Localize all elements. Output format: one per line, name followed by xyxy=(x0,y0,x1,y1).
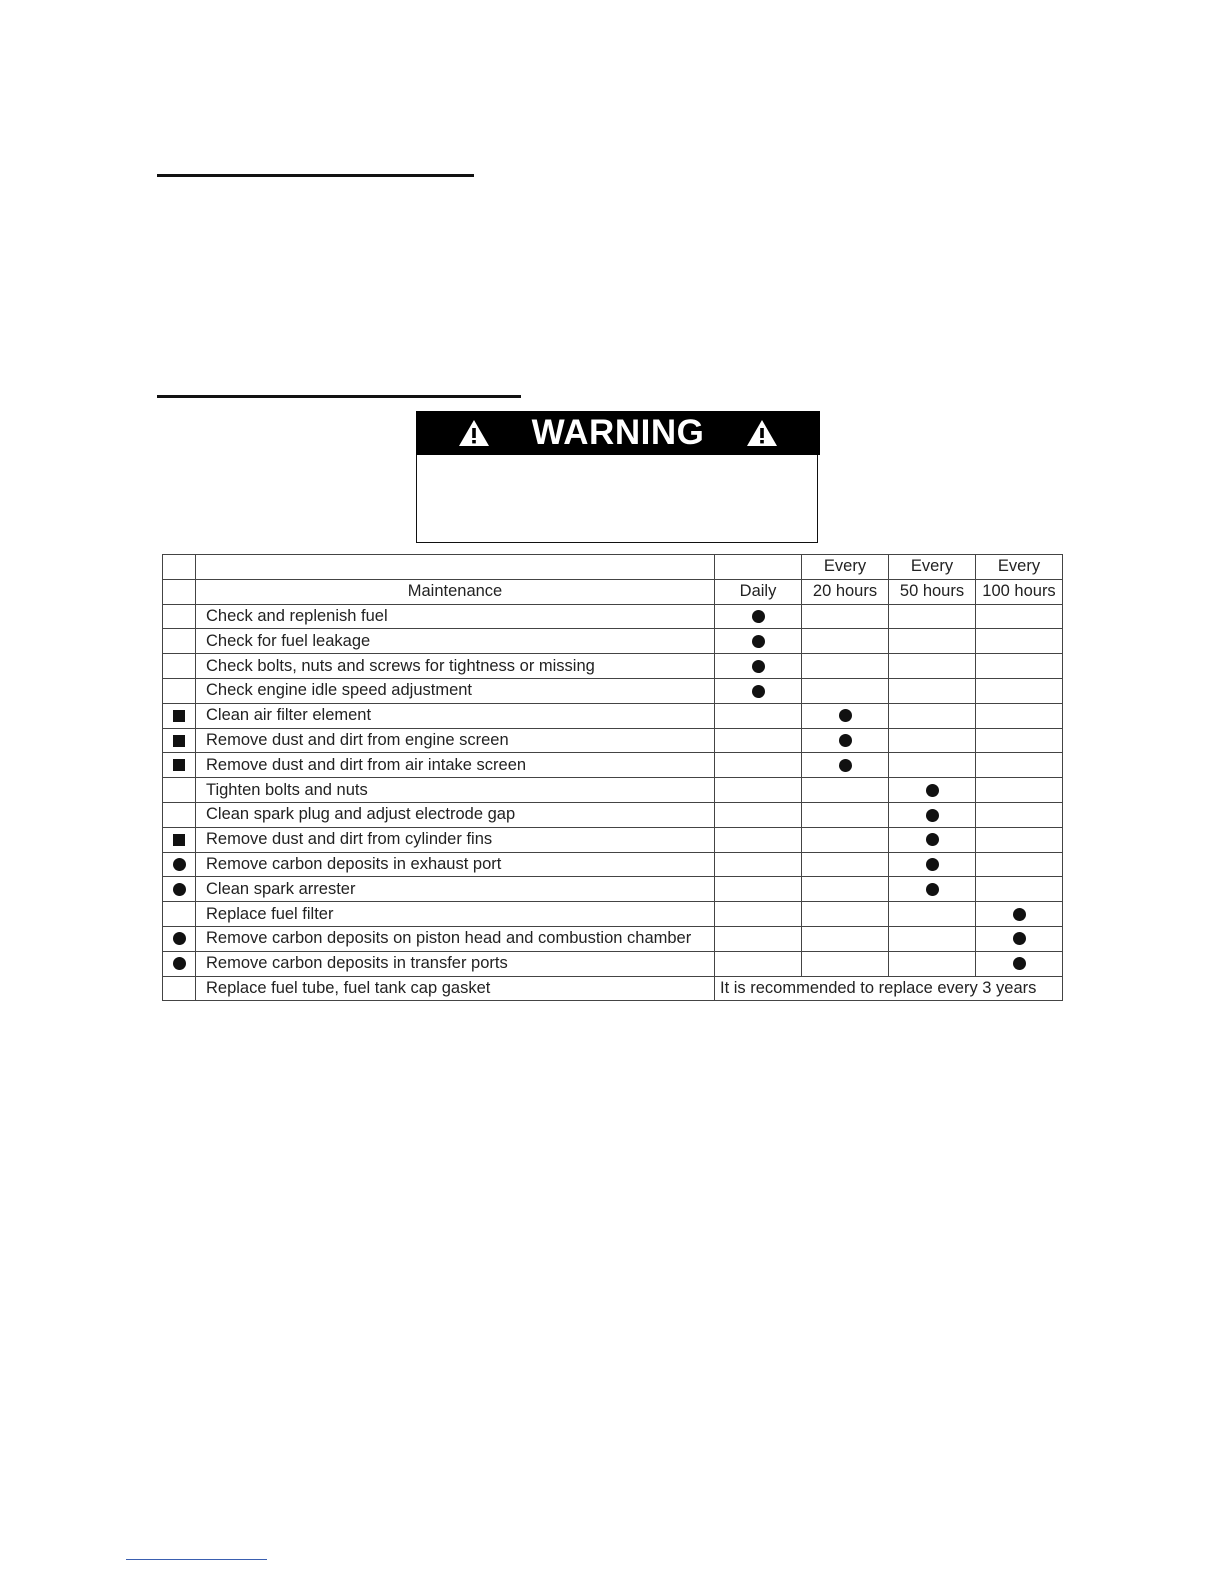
interval-cell-h50 xyxy=(889,902,976,927)
interval-cell-h100 xyxy=(976,926,1063,951)
square-marker-icon xyxy=(173,710,185,722)
check-dot-icon xyxy=(752,660,765,673)
check-dot-icon xyxy=(839,759,852,772)
marker-cell xyxy=(163,678,196,703)
interval-cell-daily xyxy=(715,604,802,629)
warning-triangle-icon xyxy=(458,419,490,447)
interval-cell-daily xyxy=(715,852,802,877)
interval-cell-daily xyxy=(715,728,802,753)
interval-cell-h100 xyxy=(976,678,1063,703)
check-dot-icon xyxy=(926,809,939,822)
task-cell: Replace fuel tube, fuel tank cap gasket xyxy=(196,976,715,1001)
check-dot-icon xyxy=(752,610,765,623)
check-dot-icon xyxy=(1013,908,1026,921)
task-cell: Replace fuel filter xyxy=(196,902,715,927)
check-dot-icon xyxy=(926,858,939,871)
marker-cell xyxy=(163,728,196,753)
100-hours-header: 100 hours xyxy=(976,579,1063,604)
table-row xyxy=(163,802,1063,827)
table-row xyxy=(163,728,1063,753)
check-dot-icon xyxy=(752,635,765,648)
interval-cell-daily xyxy=(715,926,802,951)
marker-cell xyxy=(163,976,196,1001)
task-cell: Remove carbon deposits in exhaust port xyxy=(196,852,715,877)
20-hours-header: 20 hours xyxy=(802,579,889,604)
interval-cell-h50 xyxy=(889,802,976,827)
warning-header xyxy=(416,411,820,455)
table-row xyxy=(163,629,1063,654)
replacement-note: It is recommended to replace every 3 years xyxy=(715,976,1063,1001)
interval-cell-h20 xyxy=(802,926,889,951)
task-cell: Remove dust and dirt from cylinder fins xyxy=(196,827,715,852)
interval-cell-h20 xyxy=(802,629,889,654)
circle-marker-icon xyxy=(173,883,186,896)
interval-cell-h20 xyxy=(802,951,889,976)
interval-cell-daily xyxy=(715,678,802,703)
interval-cell-h100 xyxy=(976,951,1063,976)
task-cell: Clean spark arrester xyxy=(196,877,715,902)
interval-cell-h50 xyxy=(889,778,976,803)
interval-cell-h20 xyxy=(802,604,889,629)
check-dot-icon xyxy=(752,685,765,698)
marker-cell xyxy=(163,827,196,852)
interval-cell-h50 xyxy=(889,852,976,877)
check-dot-icon xyxy=(839,709,852,722)
check-dot-icon xyxy=(926,833,939,846)
interval-cell-h50 xyxy=(889,728,976,753)
circle-marker-icon xyxy=(173,957,186,970)
marker-cell xyxy=(163,629,196,654)
interval-cell-h100 xyxy=(976,703,1063,728)
footnote-divider xyxy=(126,1559,267,1560)
interval-cell-h50 xyxy=(889,877,976,902)
warning-title: WARNING xyxy=(531,413,705,452)
task-cell: Check engine idle speed adjustment xyxy=(196,678,715,703)
task-cell: Remove dust and dirt from engine screen xyxy=(196,728,715,753)
interval-cell-h20 xyxy=(802,778,889,803)
maintenance-header: Maintenance xyxy=(196,579,715,604)
interval-cell-h20 xyxy=(802,654,889,679)
header-cell: Every xyxy=(889,555,976,580)
maintenance-schedule-table xyxy=(162,554,1063,1001)
check-dot-icon xyxy=(1013,957,1026,970)
interval-cell-h50 xyxy=(889,654,976,679)
marker-cell xyxy=(163,654,196,679)
table-row xyxy=(163,951,1063,976)
warning-box xyxy=(416,411,818,543)
interval-cell-daily xyxy=(715,902,802,927)
interval-cell-h100 xyxy=(976,654,1063,679)
section-heading-underline xyxy=(157,395,521,398)
50-hours-header: 50 hours xyxy=(889,579,976,604)
interval-cell-h50 xyxy=(889,703,976,728)
square-marker-icon xyxy=(173,759,185,771)
task-cell: Check and replenish fuel xyxy=(196,604,715,629)
table-row xyxy=(163,678,1063,703)
interval-cell-daily xyxy=(715,802,802,827)
check-dot-icon xyxy=(926,883,939,896)
marker-cell xyxy=(163,926,196,951)
interval-cell-daily xyxy=(715,877,802,902)
table-row xyxy=(163,827,1063,852)
interval-cell-daily xyxy=(715,654,802,679)
interval-cell-h20 xyxy=(802,902,889,927)
task-cell: Clean air filter element xyxy=(196,703,715,728)
interval-cell-h20 xyxy=(802,827,889,852)
interval-cell-h50 xyxy=(889,604,976,629)
header-cell xyxy=(163,555,196,580)
interval-cell-h20 xyxy=(802,802,889,827)
interval-cell-h50 xyxy=(889,951,976,976)
interval-cell-h100 xyxy=(976,902,1063,927)
table-row xyxy=(163,902,1063,927)
interval-cell-daily xyxy=(715,951,802,976)
interval-cell-daily xyxy=(715,778,802,803)
interval-cell-h100 xyxy=(976,877,1063,902)
table-row xyxy=(163,976,1063,1001)
table-row xyxy=(163,778,1063,803)
table-row xyxy=(163,877,1063,902)
interval-cell-h50 xyxy=(889,926,976,951)
task-cell: Tighten bolts and nuts xyxy=(196,778,715,803)
interval-cell-daily xyxy=(715,753,802,778)
interval-cell-h50 xyxy=(889,678,976,703)
interval-cell-h100 xyxy=(976,728,1063,753)
marker-cell xyxy=(163,703,196,728)
interval-cell-h20 xyxy=(802,678,889,703)
marker-cell xyxy=(163,778,196,803)
task-cell: Check for fuel leakage xyxy=(196,629,715,654)
section-heading-underline xyxy=(157,174,474,177)
interval-cell-h50 xyxy=(889,753,976,778)
header-cell xyxy=(163,579,196,604)
table-row xyxy=(163,753,1063,778)
circle-marker-icon xyxy=(173,858,186,871)
interval-cell-h20 xyxy=(802,703,889,728)
task-cell: Remove dust and dirt from air intake screen xyxy=(196,753,715,778)
interval-cell-h100 xyxy=(976,753,1063,778)
interval-cell-daily xyxy=(715,629,802,654)
table-header-row xyxy=(163,579,1063,604)
interval-cell-daily xyxy=(715,827,802,852)
table-row xyxy=(163,604,1063,629)
task-cell: Remove carbon deposits on piston head and combustion chamber xyxy=(196,926,715,951)
table-header-row xyxy=(163,555,1063,580)
header-cell: Every xyxy=(976,555,1063,580)
circle-marker-icon xyxy=(173,932,186,945)
warning-triangle-icon xyxy=(746,419,778,447)
task-cell: Remove carbon deposits in transfer ports xyxy=(196,951,715,976)
interval-cell-h100 xyxy=(976,629,1063,654)
interval-cell-h20 xyxy=(802,852,889,877)
check-dot-icon xyxy=(926,784,939,797)
interval-cell-daily xyxy=(715,703,802,728)
interval-cell-h100 xyxy=(976,852,1063,877)
daily-header: Daily xyxy=(715,579,802,604)
header-cell xyxy=(715,555,802,580)
interval-cell-h20 xyxy=(802,877,889,902)
check-dot-icon xyxy=(839,734,852,747)
marker-cell xyxy=(163,604,196,629)
marker-cell xyxy=(163,877,196,902)
header-cell xyxy=(196,555,715,580)
table-row xyxy=(163,703,1063,728)
task-cell: Check bolts, nuts and screws for tightness or missing xyxy=(196,654,715,679)
header-cell: Every xyxy=(802,555,889,580)
marker-cell xyxy=(163,802,196,827)
table-row xyxy=(163,852,1063,877)
square-marker-icon xyxy=(173,735,185,747)
marker-cell xyxy=(163,852,196,877)
interval-cell-h100 xyxy=(976,827,1063,852)
interval-cell-h50 xyxy=(889,629,976,654)
interval-cell-h50 xyxy=(889,827,976,852)
interval-cell-h20 xyxy=(802,753,889,778)
marker-cell xyxy=(163,902,196,927)
task-cell: Clean spark plug and adjust electrode gap xyxy=(196,802,715,827)
interval-cell-h100 xyxy=(976,802,1063,827)
interval-cell-h20 xyxy=(802,728,889,753)
marker-cell xyxy=(163,951,196,976)
marker-cell xyxy=(163,753,196,778)
interval-cell-h100 xyxy=(976,778,1063,803)
check-dot-icon xyxy=(1013,932,1026,945)
square-marker-icon xyxy=(173,834,185,846)
table-row xyxy=(163,654,1063,679)
interval-cell-h100 xyxy=(976,604,1063,629)
table-row xyxy=(163,926,1063,951)
